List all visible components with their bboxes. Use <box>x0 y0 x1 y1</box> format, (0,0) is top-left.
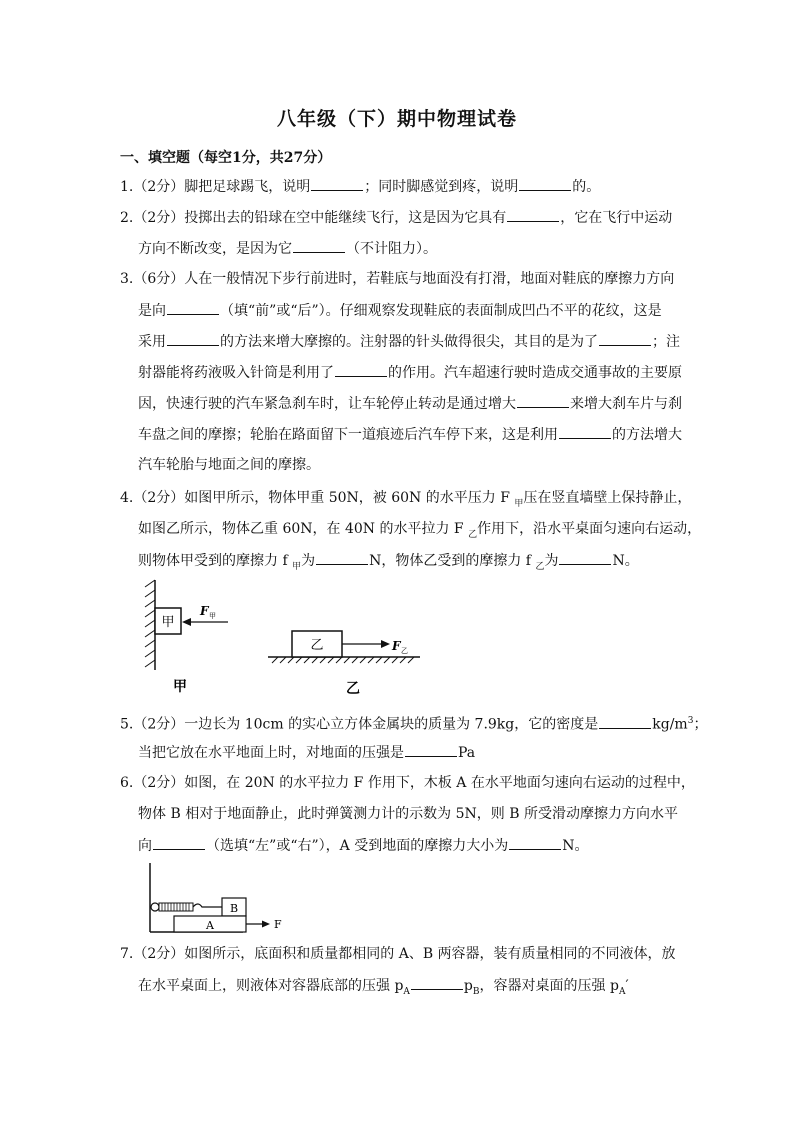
answer-blank[interactable] <box>167 302 219 315</box>
answer-blank[interactable] <box>405 744 457 757</box>
spring-hook <box>151 903 159 911</box>
question-6-line-1: 6.（2分）如图，在 20N 的水平拉力 F 作用下，木板 A 在水平地面匀速向右运动的过程中， <box>120 775 695 791</box>
answer-blank[interactable] <box>167 333 219 346</box>
answer-blank[interactable] <box>509 837 561 850</box>
question-3-line-7: 汽车轮胎与地面之间的摩擦。 <box>138 457 320 473</box>
answer-blank[interactable] <box>153 837 205 850</box>
force-jia-label: F <box>200 604 209 618</box>
force-yi-arrowhead <box>381 640 390 648</box>
wall-hatching <box>145 580 155 667</box>
answer-blank[interactable] <box>335 364 387 377</box>
block-b-label: B <box>229 902 239 915</box>
question-3-line-5: 因，快速行驶的汽车紧急刹车时，让车轮停止转动是通过增大 来增大刹车片与刹 <box>138 396 682 412</box>
answer-blank[interactable] <box>316 552 368 565</box>
block-yi-label: 乙 <box>310 638 324 653</box>
question-7-line-2: 在水平桌面上，则液体对容器底部的压强 $p_A$ $p_B$，容器对桌面的压强 $p_A'$ <box>138 978 629 997</box>
question-3-line-2: 是向 （填“前”或“后”）。仔细观察发现鞋底的表面制成凹凸不平的花纹，这是 <box>138 303 662 319</box>
figure-spring-scale <box>143 860 293 935</box>
question-4-line-3: 则物体甲受到的摩擦力 f $_甲$为 N，物体乙受到的摩擦力 f $_乙$为 N。 <box>138 553 639 572</box>
spring-scale-body <box>159 903 193 911</box>
question-6-line-2: 物体 B 相对于地面静止，此时弹簧测力计的示数为 5N，则 B 所受滑动摩擦力方向水平 <box>138 806 678 822</box>
force-f-label: F <box>274 918 282 931</box>
spring-diagram <box>143 860 293 935</box>
answer-blank[interactable] <box>599 333 651 346</box>
force-f-arrowhead <box>262 921 270 928</box>
question-1: 1.（2分）脚把足球踢飞，说明 ；同时脚感觉到疼，说明 的。 <box>120 179 601 195</box>
question-3-line-1: 3.（6分）人在一般情况下步行前进时，若鞋底与地面没有打滑，地面对鞋底的摩擦力方向 <box>120 271 675 287</box>
force-yi-label: F <box>392 639 401 653</box>
answer-blank[interactable] <box>559 552 611 565</box>
answer-blank[interactable] <box>599 716 651 729</box>
answer-blank[interactable] <box>559 426 611 439</box>
answer-blank[interactable] <box>507 209 559 222</box>
question-5-line-1: 5.（2分）一边长为 10cm 的实心立方体金属块的质量为 7.9kg，它的密度是 $kg/m^3$； <box>120 716 708 733</box>
friction-diagram <box>140 575 430 700</box>
board-a-label: A <box>206 919 214 932</box>
question-3-line-4: 射器能将药液吸入针筒是利用了 的作用。汽车超速行驶时造成交通事故的主要原 <box>138 365 682 381</box>
force-jia-subscript: 甲 <box>209 612 216 620</box>
force-jia-arrowhead <box>182 618 191 626</box>
question-6-line-3: 向 （选填“左”或“右”），A 受到地面的摩擦力大小为 N。 <box>138 838 589 854</box>
answer-blank[interactable] <box>411 977 463 990</box>
answer-blank[interactable] <box>519 178 571 191</box>
section-heading: 一、填空题（每空1分，共27分） <box>120 150 332 166</box>
question-3-line-3: 采用 的方法来增大摩擦的。注射器的针头做得很尖，其目的是为了 ；注 <box>138 334 680 350</box>
force-yi-subscript: 乙 <box>401 647 408 655</box>
answer-blank[interactable] <box>293 240 345 253</box>
answer-blank[interactable] <box>311 178 363 191</box>
caption-yi: 乙 <box>346 681 360 697</box>
spring-coil <box>162 903 189 911</box>
figure-jia-yi <box>140 575 430 700</box>
caption-jia: 甲 <box>173 679 187 695</box>
question-2-line-1: 2.（2分）投掷出去的铅球在空中能继续飞行，这是因为它具有 ，它在飞行中运动 <box>120 210 673 226</box>
page-title: 八年级（下）期中物理试卷 <box>276 108 517 130</box>
question-4-line-2: 如图乙所示，物体乙重 60N，在 40N 的水平拉力 F $_乙$作用下，沿水平桌面匀速向右运动， <box>138 521 702 540</box>
spring-connector <box>193 904 222 907</box>
question-5-line-2: 当把它放在水平地面上时，对地面的压强是 Pa <box>138 745 476 761</box>
answer-blank[interactable] <box>517 395 569 408</box>
question-7-line-1: 7.（2分）如图所示，底面积和质量都相同的 A、B 两容器，装有质量相同的不同液体，放 <box>120 946 676 962</box>
table-hatching <box>272 657 414 663</box>
question-4-line-1: 4.（2分）如图甲所示，物体甲重 50N，被 60N 的水平压力 F $_甲$压在竖直墙壁上保持静止， <box>120 490 692 509</box>
question-2-line-2: 方向不断改变，是因为它 （不计阻力）。 <box>138 241 437 257</box>
block-jia-label: 甲 <box>161 615 175 630</box>
question-3-line-6: 车盘之间的摩擦；轮胎在路面留下一道痕迹后汽车停下来，这是利用 的方法增大 <box>138 427 682 443</box>
